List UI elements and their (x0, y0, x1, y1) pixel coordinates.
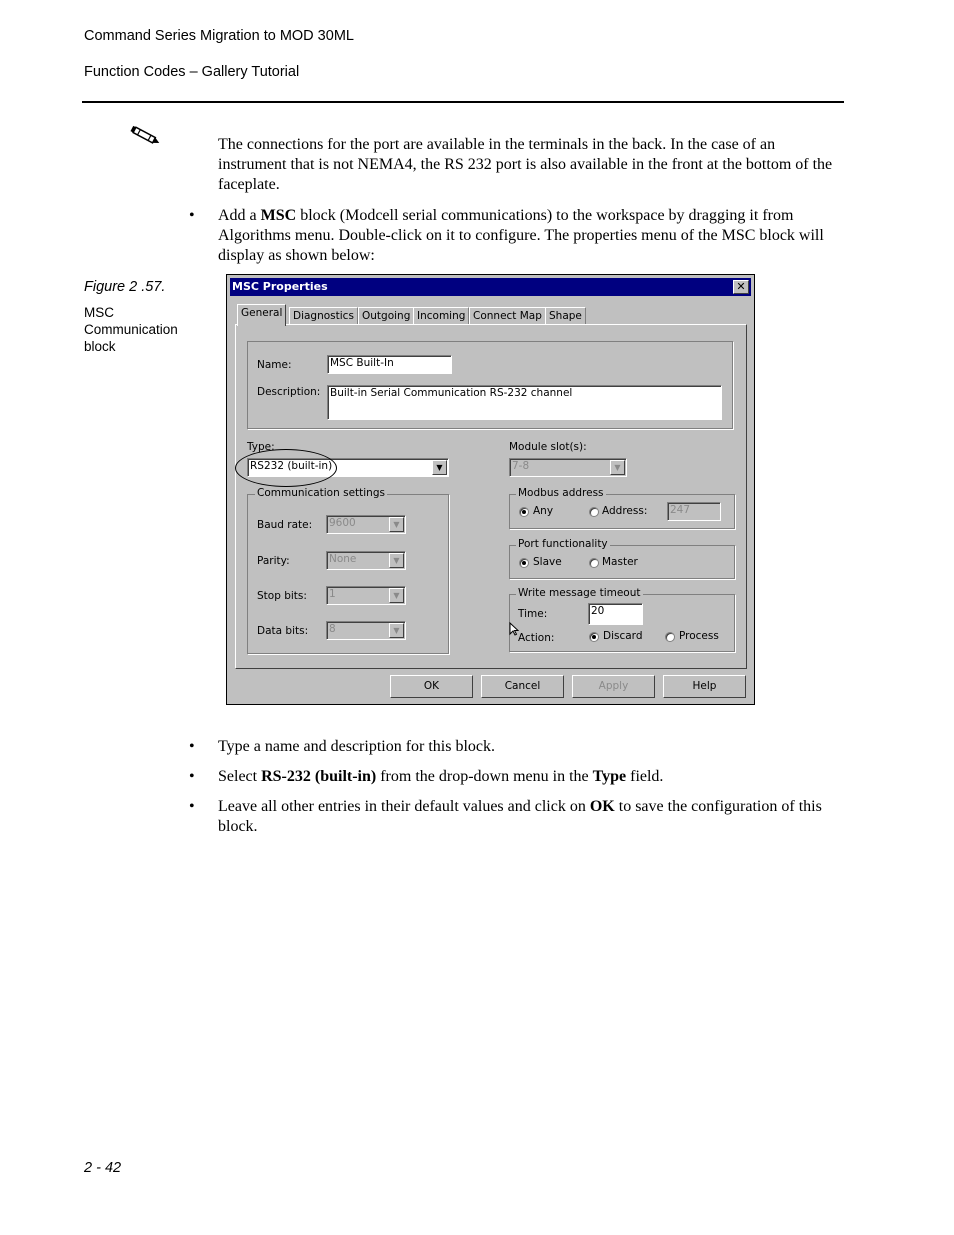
data-bits-select[interactable] (326, 621, 406, 640)
chevron-down-icon[interactable]: ▼ (610, 460, 625, 475)
bullet-icon: • (189, 207, 195, 224)
port-slave-label: Slave (533, 556, 562, 568)
stop-bits-label: Stop bits: (257, 590, 307, 602)
module-slots-value: 7-8 (512, 460, 530, 472)
msc-properties-dialog (226, 274, 755, 705)
write-timeout-title: Write message timeout (518, 587, 641, 599)
chevron-down-icon[interactable]: ▼ (389, 517, 404, 532)
parity-value: None (329, 553, 357, 565)
close-icon[interactable]: ✕ (733, 280, 749, 294)
modbus-address-input[interactable]: 247 (667, 502, 721, 521)
modbus-address-label: Address: (602, 505, 648, 517)
modbus-address-title: Modbus address (518, 487, 604, 499)
stop-bits-select[interactable] (326, 586, 406, 605)
figure-number: Figure 2 .57. (84, 279, 166, 295)
baud-rate-label: Baud rate: (257, 519, 313, 531)
port-master-radio[interactable] (589, 558, 599, 568)
action-discard-label: Discard (603, 630, 643, 642)
chevron-down-icon[interactable]: ▼ (432, 460, 447, 475)
help-button[interactable]: Help (663, 675, 746, 698)
modbus-any-label: Any (533, 505, 554, 517)
dialog-title: MSC Properties (232, 280, 328, 293)
ok-button[interactable]: OK (390, 675, 473, 698)
stop-bits-value: 1 (329, 588, 336, 600)
figure-caption-line: block (84, 339, 116, 354)
bullet-icon: • (189, 738, 195, 755)
mouse-cursor-icon (509, 622, 519, 636)
cancel-button[interactable]: Cancel (481, 675, 564, 698)
section-title: Function Codes – Gallery Tutorial (84, 64, 300, 80)
port-functionality-title: Port functionality (518, 538, 608, 550)
data-bits-label: Data bits: (257, 625, 309, 637)
tab-diagnostics[interactable]: Diagnostics (289, 307, 358, 325)
bullet-leave-defaults: Leave all other entries in their default values and click on OK to save the configuration of this block. (218, 798, 822, 835)
module-slots-select[interactable] (509, 458, 627, 477)
parity-label: Parity: (257, 555, 290, 567)
type-value: RS232 (built-in) (250, 460, 333, 472)
bullet-select-type: Select RS-232 (built-in) from the drop-down menu in the Type field. (218, 768, 664, 785)
name-label: Name: (257, 359, 292, 371)
port-slave-radio[interactable] (519, 558, 529, 568)
highlight-oval (235, 449, 337, 487)
tab-incoming[interactable]: Incoming (413, 307, 469, 325)
tab-shape[interactable]: Shape (545, 307, 586, 325)
type-label: Type: (247, 441, 275, 453)
description-label: Description: (257, 386, 321, 398)
dialog-titlebar (230, 278, 751, 296)
data-bits-value: 8 (329, 623, 336, 635)
note-paragraph: The connections for the port are available in the terminals in the back. In the case of an instrument that is not NEMA4, the RS 232 port is also available in the front at the bottom of the faceplate. (218, 136, 833, 193)
parity-select[interactable] (326, 551, 406, 570)
tab-connect-map[interactable]: Connect Map (469, 307, 546, 325)
modbus-any-radio[interactable] (519, 507, 529, 517)
chevron-down-icon[interactable]: ▼ (389, 623, 404, 638)
baud-rate-value: 9600 (329, 517, 356, 529)
time-input[interactable]: 20 (588, 603, 643, 625)
figure-caption-line: MSC (84, 305, 114, 320)
port-master-label: Master (602, 556, 638, 568)
bullet-icon: • (189, 768, 195, 785)
action-process-label: Process (679, 630, 719, 642)
document-title: Command Series Migration to MOD 30ML (84, 28, 354, 44)
modbus-address-radio[interactable] (589, 507, 599, 517)
page-number: 2 - 42 (84, 1160, 122, 1176)
name-input[interactable]: MSC Built-In (327, 355, 452, 374)
chevron-down-icon[interactable]: ▼ (389, 553, 404, 568)
baud-rate-select[interactable] (326, 515, 406, 534)
header-rule (82, 101, 844, 103)
action-discard-radio[interactable] (589, 632, 599, 642)
comm-settings-title: Communication settings (257, 487, 385, 499)
apply-button[interactable]: Apply (572, 675, 655, 698)
tab-general[interactable]: General (237, 304, 286, 326)
tab-outgoing[interactable]: Outgoing (358, 307, 414, 325)
time-label: Time: (518, 608, 548, 620)
figure-caption-line: Communication (84, 322, 178, 337)
action-label: Action: (518, 632, 555, 644)
action-process-radio[interactable] (665, 632, 675, 642)
bullet-add-msc: Add a MSC block (Modcell serial communications) to the workspace by dragging it from Algorithms menu. Double-click on it to configure. The properties menu of the MSC block will display as shown below: (218, 207, 824, 264)
module-slots-label: Module slot(s): (509, 441, 587, 453)
note-pencil-icon (130, 124, 162, 148)
description-input[interactable]: Built-in Serial Communication RS-232 channel (327, 385, 722, 420)
chevron-down-icon[interactable]: ▼ (389, 588, 404, 603)
bullet-type-name: Type a name and description for this block. (218, 738, 496, 755)
bullet-icon: • (189, 798, 195, 815)
